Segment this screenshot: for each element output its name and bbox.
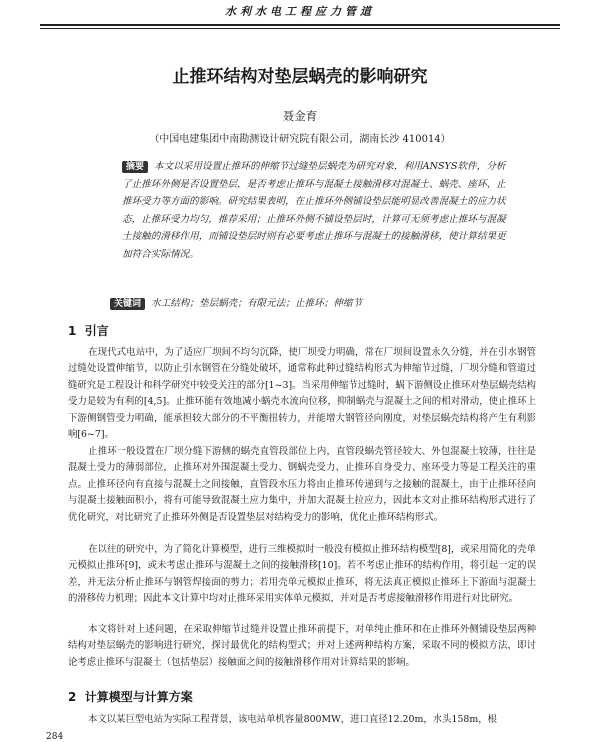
keywords <box>110 296 510 312</box>
paragraph-text: 本文将针对上述问题，在采取伸缩节过缝并设置止推环前提下，对单纯止推环和在止推环外侧铺设垫层两种结构对垫层蜗壳的影响进行研究，探讨最优化的结构型式；并对上述两种结构方案，采取不同的模拟方法，即讨论考虑止推环与混凝土（包括垫层）接触面之间的接触滑移作用对计算结果的影响。 <box>68 624 536 668</box>
section-heading-intro <box>68 322 109 339</box>
section-number: 1 <box>68 324 77 338</box>
paragraph <box>68 444 536 526</box>
abstract-tag: 摘要 <box>122 161 148 173</box>
author: 聂金育 <box>282 109 318 123</box>
paragraph-text: 本文以某巨型电站为实际工程背景，该电站单机容量800MW，进口直径12.20m，水头158m，根 <box>88 714 498 725</box>
paragraph <box>68 542 536 608</box>
running-header <box>40 2 560 26</box>
paper-title: 止推环结构对垫层蜗壳的影响研究 <box>172 67 428 87</box>
section-title: 计算模型与计算方案 <box>84 690 193 704</box>
section-title: 引言 <box>84 324 109 338</box>
keywords-tag: 关键词 <box>110 298 145 310</box>
section-number: 2 <box>68 690 77 704</box>
journal-name: 水利水电工程应力管道 <box>225 5 375 18</box>
paragraph <box>68 345 536 443</box>
abstract <box>122 158 510 264</box>
page-number: 284 <box>46 732 64 742</box>
paragraph <box>68 622 536 671</box>
section-heading-model <box>68 688 193 705</box>
affiliation: （中国电建集团中南勘测设计研究院有限公司，湖南长沙 410014） <box>149 134 451 145</box>
paragraph-text: 在以往的研究中，为了简化计算模型，进行三维模拟时一般没有模拟止推环结构模型[8]，或采用简化的壳单元模拟止推环[9]，或未考虑止推环与混凝土之间的接触滑移[10]。若不考虑止推环的结构作用，将引起一定的误差，并无法分析止推环与钢管焊接面的剪力；若用壳单元模拟止推环，将无法真正模拟止推环上下游面与混凝土的滑移传力机理；因此本文计算中均对止推环采用实体单元模拟，并对是否考虑接触滑移作用进行对比研究。 <box>68 544 536 605</box>
keywords-text: 水工结构；垫层蜗壳；有限元法；止推环；伸缩节 <box>151 298 363 309</box>
paragraph-text: 止推环一般设置在厂坝分缝下游侧的蜗壳直管段部位上内，直管段蜗壳管径较大、外包混凝土较薄，往往是混凝土受力的薄弱部位，止推环对外围混凝土受力、钢蜗壳受力、止推环自身受力、座环受力等是工程关注的重点。止推环径向有直接与混凝土之间接触，直管段水压力将由止推环传递到与之接触的混凝土，由于止推环径向与混凝土接触面积小，将有可能导致混凝土应力集中，并加大混凝土拉应力，因此本文对止推环结构形式进行了优化研究，对比研究了止推环外侧是否设置垫层对结构受力的影响，优化止推环结构形式。 <box>68 446 536 523</box>
paragraph <box>68 712 536 728</box>
paragraph-text: 在现代式电站中，为了适应厂坝间不均匀沉降，使厂坝受力明确，常在厂坝间设置永久分缝，并在引水钢管过缝处设置伸缩节，以防止引水钢管在分缝处破坏，通常称此种过缝结构形式为伸缩节过缝，厂坝分缝和管道过缝研究是工程设计和科学研究中较受关注的部分[1~3]。当采用伸缩节过缝时，蜗下游侧设止推环对垫层蜗壳结构受力是较为有利的[4,5]。止推环能有效地减小蜗壳水流向位移，抑制蜗壳与混凝土之间的相对滑动，使止推环上下游侧钢管受力明确，能承担较大部分的不平衡扭转力，并能增大钢管径向刚度，对垫层蜗壳结构将产生有利影响[6~7]。 <box>68 347 536 441</box>
abstract-text: 本文以采用设置止推环的伸缩节过缝垫层蜗壳为研究对象，利用ANSYS软件，分析了止推环外侧是否设置垫层，是否考虑止推环与混凝土接触滑移对混凝土、蜗壳、座环、止推环受力等方面的影响。研究结果表明，在止推环外侧铺设垫层能明显改善混凝土的应力状态，止推环受力均匀，推荐采用；止推环外侧不铺设垫层时，计算可无须考虑止推环与混凝土接触的滑移作用，而铺设垫层时则有必要考虑止推环与混凝土的接触滑移，使计算结果更加符合实际情况。 <box>122 161 506 260</box>
